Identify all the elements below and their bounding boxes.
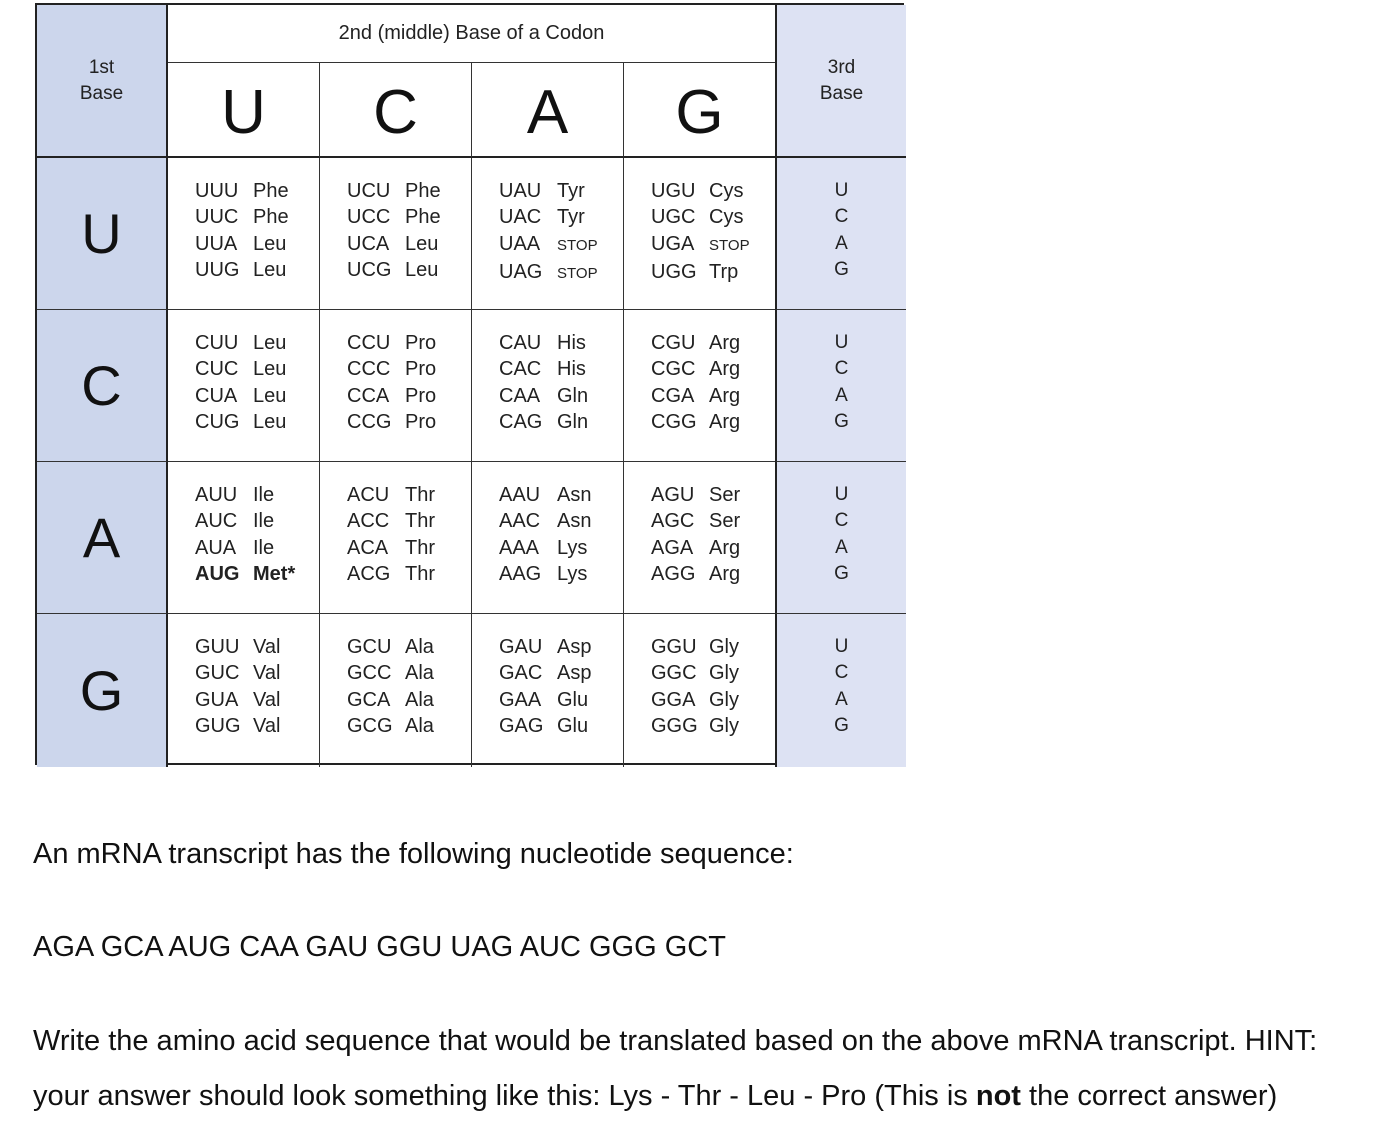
third-base-letter: U [834, 484, 849, 505]
codon: GCA [347, 688, 391, 711]
codon: GUA [195, 688, 239, 711]
codon-entry [499, 634, 623, 660]
codon-entry [347, 561, 471, 587]
codon-cell [472, 462, 624, 614]
amino-acid: Ala [405, 662, 434, 685]
codon-cell [168, 158, 320, 310]
third-base-letter: A [835, 232, 848, 254]
codon-entry [499, 561, 623, 587]
amino-acid: Cys [709, 206, 744, 229]
codon-entry [499, 178, 623, 204]
codon-table [35, 3, 904, 765]
second-base-u: U [168, 63, 320, 158]
amino-acid: Arg [709, 332, 741, 354]
second-base-c: C [320, 63, 472, 158]
amino-acid: STOP [709, 236, 750, 254]
third-base-list [775, 614, 906, 767]
codon: GUU [195, 636, 240, 658]
amino-acid: Leu [253, 384, 287, 407]
codon: AUC [195, 510, 238, 533]
amino-acid: Val [253, 688, 281, 711]
codon-entry [195, 356, 319, 382]
third-base-list [775, 158, 906, 310]
codon: UUG [195, 258, 240, 281]
amino-acid: Asn [557, 510, 592, 533]
codon-entry [347, 508, 471, 534]
codon-entry [195, 330, 319, 356]
codon: GAG [499, 714, 544, 737]
amino-acid: Asn [557, 484, 592, 506]
amino-acid: Ala [405, 714, 434, 737]
second-base-header: 2nd (middle) Base of a Codon [168, 5, 775, 63]
amino-acid: Cys [709, 180, 744, 202]
prompt-text-after: the correct answer) [1020, 1080, 1278, 1112]
amino-acid: Phe [253, 180, 289, 202]
codon-entry [499, 660, 623, 686]
prompt-bold-not: not [975, 1080, 1021, 1112]
amino-acid: Val [253, 714, 281, 737]
codon-entry [651, 660, 775, 686]
first-base-a: A [37, 462, 168, 614]
amino-acid: Leu [253, 258, 287, 281]
second-base-a: A [472, 63, 624, 158]
third-base-letter: C [834, 662, 849, 684]
amino-acid: Gly [709, 714, 739, 737]
codon-entry [651, 409, 775, 435]
codon: CUG [195, 410, 240, 433]
codon: AGC [651, 510, 695, 533]
codon: GUC [195, 662, 240, 685]
third-base-letter: A [835, 384, 848, 406]
amino-acid: Arg [709, 384, 741, 407]
third-base-list [775, 462, 906, 614]
amino-acid: Leu [253, 232, 287, 255]
codon-entry [499, 259, 623, 287]
codon: AAA [499, 536, 540, 559]
amino-acid: STOP [557, 236, 598, 254]
third-base-letter: C [834, 510, 849, 532]
amino-acid: Leu [253, 332, 287, 354]
codon: AGU [651, 484, 695, 506]
codon: GCU [347, 636, 392, 658]
codon: CCU [347, 332, 391, 354]
codon-cell [168, 310, 320, 462]
codon-entry [347, 231, 471, 257]
codon: CUC [195, 358, 239, 381]
codon: UUU [195, 180, 239, 202]
first-base-c: C [37, 310, 168, 462]
codon-entry [499, 713, 623, 739]
codon: CUU [195, 332, 239, 354]
amino-acid: Glu [557, 714, 589, 737]
codon-entry [499, 687, 623, 713]
codon: CAG [499, 410, 543, 433]
codon: GAU [499, 636, 543, 658]
codon-entry [347, 257, 471, 283]
codon-cell [624, 462, 775, 614]
codon: CGA [651, 384, 695, 407]
codon-entry [195, 204, 319, 230]
codon-entry [195, 508, 319, 534]
codon: AGG [651, 562, 696, 585]
third-base-letter: A [835, 688, 848, 710]
codon-entry [651, 356, 775, 382]
amino-acid: Arg [709, 536, 741, 559]
codon-cell [168, 462, 320, 614]
amino-acid: Thr [405, 510, 435, 533]
codon-entry [347, 687, 471, 713]
amino-acid: Ser [709, 510, 741, 533]
prompt-text-before: your answer should look something like this: Lys - Thr - Leu - Pro (This is [33, 1080, 976, 1112]
amino-acid: Asp [557, 636, 592, 658]
codon-entry [347, 535, 471, 561]
codon: AAC [499, 510, 541, 533]
codon-entry [347, 178, 471, 204]
amino-acid: Ser [709, 484, 741, 506]
codon: UCA [347, 232, 390, 255]
codon: AAG [499, 562, 542, 585]
codon: CGC [651, 358, 696, 381]
codon: UAC [499, 206, 542, 229]
third-base-letter: C [834, 358, 849, 380]
third-base-header [775, 5, 906, 158]
codon: GGU [651, 636, 697, 658]
amino-acid: Arg [709, 562, 741, 585]
codon: AGA [651, 536, 694, 559]
codon: GAC [499, 662, 543, 685]
amino-acid: Val [253, 662, 281, 685]
codon-entry [651, 634, 775, 660]
third-base-label-line1: 3rd [827, 56, 856, 78]
codon: GCC [347, 662, 392, 685]
codon-entry [347, 482, 471, 508]
question-intro: An mRNA transcript has the following nucleotide sequence: [33, 838, 794, 870]
amino-acid: Tyr [557, 206, 585, 229]
codon: CCG [347, 410, 392, 433]
codon-cell [320, 614, 472, 767]
amino-acid: Ile [253, 536, 275, 559]
codon-entry [195, 257, 319, 283]
question-prompt-line1: Write the amino acid sequence that would be translated based on the above mRNA transcript. HINT: [33, 1025, 1318, 1057]
codon-entry [195, 409, 319, 435]
codon-entry [195, 535, 319, 561]
codon: UGA [651, 232, 695, 255]
amino-acid: Ala [405, 636, 434, 658]
codon: AAU [499, 484, 541, 506]
amino-acid: Phe [405, 206, 441, 229]
amino-acid: Arg [709, 358, 741, 381]
amino-acid: Met* [253, 562, 296, 585]
third-base-letter: G [834, 714, 849, 736]
codon-entry [347, 330, 471, 356]
first-base-u: U [37, 158, 168, 310]
codon-entry [195, 231, 319, 257]
codon-entry [651, 259, 775, 285]
codon-cell [472, 158, 624, 310]
amino-acid: Thr [405, 562, 435, 585]
codon: GGG [651, 714, 698, 737]
third-base-list [775, 310, 906, 462]
codon-entry [195, 383, 319, 409]
codon: GGA [651, 688, 696, 711]
codon-cell [624, 310, 775, 462]
third-base-letter: C [834, 206, 849, 228]
codon-entry [347, 409, 471, 435]
codon: UCU [347, 180, 391, 202]
codon-entry [499, 204, 623, 230]
codon: UUA [195, 232, 238, 255]
codon-entry [195, 660, 319, 686]
codon: CAU [499, 332, 542, 354]
codon: AUU [195, 484, 238, 506]
codon-entry [499, 535, 623, 561]
codon: ACG [347, 562, 391, 585]
amino-acid: His [557, 332, 586, 354]
codon-entry [651, 178, 775, 204]
third-base-letter: U [834, 636, 849, 657]
codon: GUG [195, 714, 241, 737]
amino-acid: Gly [709, 662, 739, 685]
codon-cell [320, 158, 472, 310]
codon-entry [347, 634, 471, 660]
codon-cell [472, 310, 624, 462]
codon-entry [347, 383, 471, 409]
first-base-label-line1: 1st [88, 56, 115, 78]
codon-entry [499, 231, 623, 259]
codon-entry [195, 634, 319, 660]
codon: ACC [347, 510, 390, 533]
codon-cell [320, 310, 472, 462]
codon: GGC [651, 662, 697, 685]
codon: UAG [499, 260, 543, 283]
codon-cell [472, 614, 624, 767]
codon: UUC [195, 206, 239, 229]
third-base-letter: U [834, 332, 849, 353]
amino-acid: Ile [253, 510, 275, 533]
amino-acid: Gly [709, 688, 739, 711]
amino-acid: Leu [405, 232, 439, 255]
codon: UGG [651, 260, 697, 283]
codon-entry [651, 231, 775, 259]
question-prompt-line2 [33, 1080, 1277, 1113]
amino-acid: Lys [557, 562, 588, 585]
codon-cell [624, 614, 775, 767]
amino-acid: Pro [405, 410, 437, 433]
codon: UCG [347, 258, 392, 281]
amino-acid: Leu [253, 410, 287, 433]
codon-entry [651, 508, 775, 534]
codon: CUA [195, 384, 238, 407]
codon-cell [624, 158, 775, 310]
third-base-letter: U [834, 180, 849, 201]
codon-entry [499, 383, 623, 409]
amino-acid: Arg [709, 410, 741, 433]
amino-acid: Gln [557, 384, 589, 407]
amino-acid: STOP [557, 264, 598, 282]
codon: UGC [651, 206, 696, 229]
codon-entry [499, 508, 623, 534]
codon: GCG [347, 714, 393, 737]
codon-entry [347, 713, 471, 739]
codon-entry [195, 178, 319, 204]
amino-acid: Lys [557, 536, 588, 559]
third-base-letter: G [834, 562, 849, 584]
codon-entry [651, 383, 775, 409]
codon-entry [651, 561, 775, 587]
codon-entry [499, 356, 623, 382]
codon: UCC [347, 206, 391, 229]
amino-acid: Val [253, 636, 281, 658]
codon-cell [168, 614, 320, 767]
amino-acid: Gly [709, 636, 739, 658]
codon: UAU [499, 180, 542, 202]
codon: CAA [499, 384, 541, 407]
codon: CGG [651, 410, 697, 433]
codon-entry [347, 204, 471, 230]
amino-acid: Phe [405, 180, 441, 202]
first-base-g: G [37, 614, 168, 767]
amino-acid: Phe [253, 206, 289, 229]
codon-entry [651, 687, 775, 713]
amino-acid: Gln [557, 410, 589, 433]
codon: CCA [347, 384, 390, 407]
third-base-letter: G [834, 258, 849, 280]
third-base-letter: G [834, 410, 849, 432]
amino-acid: Asp [557, 662, 592, 685]
codon: CAC [499, 358, 542, 381]
codon-cell [320, 462, 472, 614]
amino-acid: Pro [405, 332, 437, 354]
codon: CCC [347, 358, 391, 381]
first-base-label-line2: Base [79, 82, 124, 104]
codon-entry [651, 535, 775, 561]
codon-entry [195, 561, 319, 587]
codon-entry [195, 713, 319, 739]
codon-entry [499, 409, 623, 435]
codon-entry [651, 204, 775, 230]
amino-acid: His [557, 358, 586, 381]
third-base-letter: A [835, 536, 848, 558]
codon: UGU [651, 180, 696, 202]
codon-entry [499, 482, 623, 508]
amino-acid: Thr [405, 484, 435, 506]
codon-entry [651, 330, 775, 356]
codon-entry [651, 713, 775, 739]
codon: AUG [195, 562, 240, 585]
amino-acid: Ala [405, 688, 434, 711]
codon-entry [499, 330, 623, 356]
second-base-g: G [624, 63, 775, 158]
amino-acid: Leu [253, 358, 287, 381]
codon: ACU [347, 484, 390, 506]
amino-acid: Ile [253, 484, 275, 506]
amino-acid: Trp [709, 260, 739, 283]
amino-acid: Thr [405, 536, 435, 559]
amino-acid: Leu [405, 258, 439, 281]
codon-entry [347, 356, 471, 382]
codon-entry [195, 482, 319, 508]
codon: ACA [347, 536, 389, 559]
codon: CGU [651, 332, 696, 354]
amino-acid: Tyr [557, 180, 585, 202]
first-base-header [37, 5, 168, 158]
amino-acid: Pro [405, 358, 437, 381]
codon-entry [347, 660, 471, 686]
codon-entry [651, 482, 775, 508]
codon: UAA [499, 232, 541, 255]
codon: AUA [195, 536, 237, 559]
third-base-label-line2: Base [819, 82, 864, 104]
codon-entry [195, 687, 319, 713]
amino-acid: Glu [557, 688, 589, 711]
codon: GAA [499, 688, 542, 711]
amino-acid: Pro [405, 384, 437, 407]
mrna-sequence: AGA GCA AUG CAA GAU GGU UAG AUC GGG GCT [33, 931, 726, 963]
